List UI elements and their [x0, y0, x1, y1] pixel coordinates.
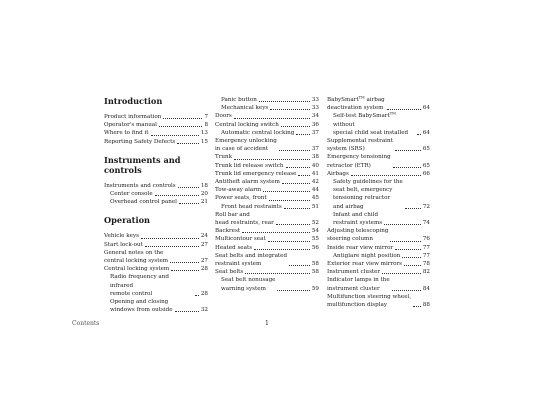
toc-entry-title: Trunk: [215, 154, 232, 161]
toc-column-2: [215, 96, 319, 293]
leader-dots: [404, 265, 421, 266]
toc-entry-page: 15: [200, 138, 208, 145]
toc-entry-title: Antitheft alarm system: [215, 179, 280, 186]
leader-dots: [417, 134, 421, 135]
toc-entry[interactable]: [104, 273, 208, 298]
leader-dots: [387, 109, 421, 110]
leader-dots: [159, 126, 203, 127]
leader-dots: [155, 195, 199, 196]
toc-entry[interactable]: [327, 112, 430, 137]
leader-dots: [395, 150, 421, 151]
leader-dots: [170, 262, 199, 263]
leader-dots: [281, 126, 310, 127]
toc-entry-title: Overhead control panel: [110, 199, 177, 206]
toc-entry-title: Radio frequency and infrared remote control: [110, 274, 169, 297]
toc-entry-page: 45: [311, 195, 319, 202]
toc-entry[interactable]: [104, 113, 208, 121]
toc-entry-title: Panic button: [221, 97, 257, 103]
toc-entry[interactable]: [104, 265, 208, 273]
toc-entry[interactable]: [215, 178, 319, 186]
leader-dots: [268, 241, 310, 242]
toc-entry-page: 27: [200, 241, 208, 248]
toc-entry-title: Infant and child restraint systems: [333, 211, 383, 227]
toc-entry[interactable]: [215, 235, 319, 243]
toc-entry-page: 51: [311, 203, 319, 210]
toc-entry-page: 56: [311, 244, 319, 251]
leader-dots: [393, 167, 421, 168]
toc-column-3: [327, 96, 430, 309]
toc-entry-title: Center console: [110, 191, 153, 198]
leader-dots: [234, 118, 310, 119]
toc-entry-title: Opening and closing windows from outside: [110, 299, 173, 314]
toc-entry-page: 42: [311, 179, 319, 186]
toc-entry-title: Reporting Safety Defects: [104, 138, 176, 145]
leader-dots: [277, 290, 309, 291]
toc-entry-page: 38: [311, 154, 319, 161]
leader-dots: [259, 101, 310, 102]
toc-entry[interactable]: [104, 182, 208, 190]
toc-entry-title: Product information: [104, 114, 162, 120]
toc-entry-title-rest: airbag deactivation system: [327, 97, 385, 112]
toc-entry[interactable]: [215, 276, 319, 292]
toc-entry[interactable]: [104, 121, 208, 129]
leader-dots: [390, 241, 420, 242]
toc-entry-page: 65: [422, 162, 430, 169]
toc-entry-page: 77: [422, 244, 430, 251]
leader-dots: [179, 203, 199, 204]
toc-entry[interactable]: [327, 293, 430, 309]
toc-entry[interactable]: [327, 252, 430, 260]
toc-entry-page: 64: [422, 105, 430, 112]
toc-entry-page: 82: [422, 269, 430, 276]
toc-entry[interactable]: [327, 260, 430, 268]
toc-entry-page: 65: [422, 146, 430, 153]
toc-entry-title: Instruments and controls: [104, 182, 176, 189]
toc-entry[interactable]: [104, 298, 208, 314]
leader-dots: [234, 159, 310, 160]
trademark-superscript: TM: [389, 111, 396, 116]
toc-entry-page: 55: [311, 236, 319, 243]
toc-entry-title: Seat belt nonusage warning system: [221, 277, 276, 292]
toc-entry[interactable]: [327, 178, 430, 211]
toc-entry-title: Seat belts and integrated restraint system: [215, 252, 288, 268]
toc-entry-page: 54: [311, 228, 319, 235]
toc-entry-page: 66: [422, 170, 430, 177]
toc-entry-page: 41: [311, 170, 319, 177]
leader-dots: [270, 109, 310, 110]
toc-entry-page: 27: [200, 258, 208, 265]
toc-entry-title: Tow-away alarm: [215, 187, 262, 194]
toc-entry-title: Vehicle keys: [104, 233, 139, 240]
toc-entry-title: Adjusting telescoping steering column: [327, 228, 389, 243]
toc-entry-title: Seat belts: [215, 269, 244, 276]
toc-entry-page: 64: [422, 129, 430, 136]
toc-entry[interactable]: [215, 268, 319, 276]
toc-entry-page: 84: [422, 285, 430, 292]
toc-entry-title: Safety guidelines for the seat belt, emergency tensioning retractor and airbag: [333, 179, 403, 210]
toc-entry[interactable]: [215, 211, 319, 227]
toc-entry-page: 8: [204, 122, 208, 129]
toc-entry-title: Operator's manual: [104, 122, 157, 129]
leader-dots: [145, 246, 199, 247]
toc-entry-title: Exterior rear view mirrors: [327, 261, 403, 268]
toc-entry-page: 77: [422, 252, 430, 259]
leader-dots: [263, 191, 310, 192]
toc-entry[interactable]: [215, 252, 319, 268]
toc-entry-title: Trunk lid release switch: [215, 162, 284, 169]
toc-entry[interactable]: [215, 104, 319, 112]
toc-entry-title: Multicontour seat: [215, 236, 266, 243]
toc-entry[interactable]: [327, 96, 430, 112]
toc-entry-title: Start lock-out: [104, 241, 143, 248]
toc-entry-title: Central locking system: [104, 266, 170, 273]
leader-dots: [242, 232, 310, 233]
toc-entry-page: 58: [311, 261, 319, 268]
toc-entry-page: 59: [311, 285, 319, 292]
toc-entry-page: 33: [311, 97, 319, 103]
toc-entry[interactable]: [215, 186, 319, 194]
toc-entry[interactable]: [104, 249, 208, 265]
page-number: 1: [265, 320, 269, 327]
leader-dots: [282, 183, 310, 184]
leader-dots: [402, 257, 421, 258]
toc-entry-title: Trunk lid emergency release: [215, 170, 297, 177]
toc-entry-title: Where to find it: [104, 130, 149, 137]
leader-dots: [296, 134, 310, 135]
leader-dots: [395, 249, 421, 250]
leader-dots: [351, 175, 421, 176]
toc-entry[interactable]: [104, 138, 208, 146]
toc-entry-title: Supplemental restraint system (SRS): [327, 138, 393, 153]
toc-entry[interactable]: [327, 211, 430, 227]
section-heading: Instruments and controls: [104, 154, 181, 175]
leader-dots: [382, 273, 421, 274]
toc-entry-title-rest: without special child seat installed: [333, 121, 409, 136]
toc-entry[interactable]: [327, 276, 430, 292]
toc-entry-page: 13: [200, 130, 208, 137]
toc-entry[interactable]: [215, 96, 319, 104]
toc-entry-title: [327, 96, 385, 112]
leader-dots: [178, 187, 199, 188]
leader-dots: [171, 270, 199, 271]
toc-entry-page: 34: [311, 113, 319, 120]
toc-entry-page: 18: [200, 182, 208, 189]
toc-entry-page: 20: [200, 191, 208, 198]
toc-entry-page: 88: [422, 302, 430, 309]
toc-entry[interactable]: [327, 227, 430, 243]
toc-entry-page: 52: [311, 220, 319, 227]
toc-entry-title: Central locking switch: [215, 121, 279, 128]
leader-dots: [175, 311, 199, 312]
toc-entry-page: 74: [422, 220, 430, 227]
toc-entry[interactable]: [215, 227, 319, 235]
toc-entry-title: Doors: [215, 113, 232, 120]
toc-entry-page: 32: [200, 307, 208, 314]
toc-entry[interactable]: [327, 268, 430, 276]
toc-entry[interactable]: [104, 198, 208, 206]
toc-entry-title: Emergency tensioning retractor (ETR): [327, 154, 391, 169]
toc-entry[interactable]: [327, 170, 430, 178]
section-heading: Introduction: [104, 96, 163, 106]
leader-dots: [284, 208, 310, 209]
toc-entry-page: 33: [311, 105, 319, 112]
toc-entry-title: Front head restraints: [221, 203, 282, 210]
toc-entry[interactable]: [215, 137, 319, 153]
toc-entry-title: Inside rear view mirror: [327, 244, 394, 251]
leader-dots: [392, 290, 421, 291]
toc-entry[interactable]: [104, 190, 208, 198]
toc-entry-page: 24: [200, 233, 208, 240]
leader-dots: [405, 208, 421, 209]
toc-entry-page: 7: [204, 114, 208, 120]
toc-entry[interactable]: [327, 244, 430, 252]
toc-entry-page: 40: [311, 162, 319, 169]
toc-entry-title: Antiglare night position: [333, 252, 401, 259]
leader-dots: [269, 200, 310, 201]
toc-entry[interactable]: [327, 137, 430, 153]
toc-entry-title: Backrest: [215, 228, 241, 235]
toc-entry-title: [333, 112, 415, 137]
toc-entry-title: General notes on the central locking system: [104, 249, 169, 265]
toc-entry[interactable]: [215, 244, 319, 252]
toc-entry-page: 78: [422, 261, 430, 268]
toc-entry[interactable]: [104, 241, 208, 249]
toc-entry-title: Mechanical keys: [221, 105, 269, 112]
toc-entry-title: Airbags: [327, 170, 349, 177]
toc-entry-title: Multifunction steering wheel, multifunction display: [327, 293, 412, 309]
toc-entry-page: 76: [422, 236, 430, 243]
toc-entry-page: 28: [200, 266, 208, 273]
toc-entry-title: Power seats, front: [215, 195, 267, 202]
toc-entry-title: Indicator lamps in the instrument cluster: [327, 277, 390, 292]
toc-entry-title: Heated seats: [215, 244, 253, 251]
toc-entry-page: 58: [311, 269, 319, 276]
toc-entry[interactable]: [215, 153, 319, 161]
toc-entry[interactable]: [104, 129, 208, 137]
toc-entry[interactable]: [215, 194, 319, 202]
toc-entry-page: 36: [311, 121, 319, 128]
toc-entry-title: Roll bar and head restraints, rear: [215, 211, 274, 227]
toc-entry-title: Automatic central locking: [221, 129, 295, 136]
toc-entry[interactable]: [104, 232, 208, 240]
leader-dots: [245, 273, 310, 274]
leader-dots: [276, 224, 310, 225]
leader-dots: [254, 249, 310, 250]
toc-entry-page: 37: [311, 129, 319, 136]
leader-dots: [286, 167, 310, 168]
leader-dots: [413, 306, 421, 307]
toc-entry-page: 21: [200, 199, 208, 206]
leader-dots: [279, 150, 310, 151]
toc-entry-page: 72: [422, 203, 430, 210]
toc-entry[interactable]: [215, 162, 319, 170]
leader-dots: [384, 224, 421, 225]
leader-dots: [289, 265, 310, 266]
toc-entry[interactable]: [215, 112, 319, 120]
toc-entry-page: 28: [200, 290, 208, 297]
toc-entry[interactable]: [327, 153, 430, 169]
toc-entry-page: 44: [311, 187, 319, 194]
toc-entry-title: Instrument cluster: [327, 269, 381, 276]
leader-dots: [195, 295, 199, 296]
leader-dots: [163, 118, 202, 119]
toc-entry[interactable]: [215, 203, 319, 211]
toc-entry-title: Emergency unlocking in case of accident: [215, 138, 277, 153]
toc-column-1: [104, 96, 208, 314]
toc-entry[interactable]: [215, 129, 319, 137]
footer-section-label: Contents: [72, 320, 100, 327]
leader-dots: [141, 238, 199, 239]
toc-entry[interactable]: [215, 170, 319, 178]
toc-entry[interactable]: [215, 121, 319, 129]
trademark-superscript: TM: [358, 95, 365, 100]
leader-dots: [177, 143, 199, 144]
section-heading: Operation: [104, 215, 150, 226]
leader-dots: [151, 135, 199, 136]
toc-entry-title-main: BabySmart: [327, 97, 359, 103]
leader-dots: [298, 175, 309, 176]
toc-entry-title-main: Self-test BabySmart: [333, 113, 390, 120]
toc-entry-page: 37: [311, 146, 319, 153]
